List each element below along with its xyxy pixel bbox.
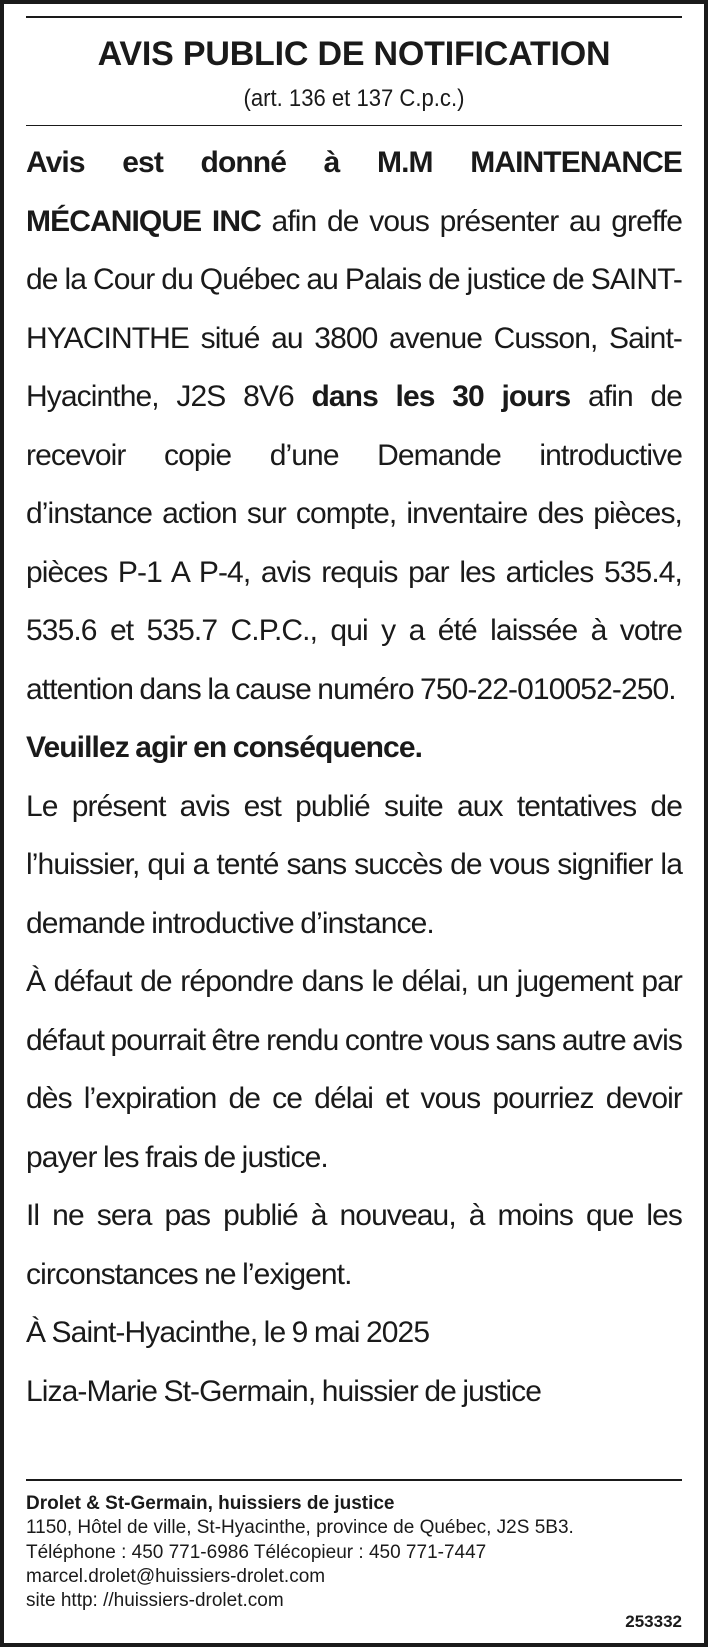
notice-court-info: afin de vous présenter au greffe de la Cour du Québec au Palais de justice de SAINT-HYACINTHE situé au 3800 avenue Cusson, Saint-Hyacinthe, J2S 8V6 (26, 204, 683, 413)
notice-place-date: À Saint-Hyacinthe, le 9 mai 2025 (26, 1316, 430, 1349)
notice-paragraph-default: À défaut de répondre dans le délai, un jugement par défaut pourrait être rendu contre vous sans autre avis dès l’expiration de ce délai et vous pourriez devoir payer les frais de justice. (26, 965, 682, 1174)
defendant-name: M.M MAINTENANCE MÉCANIQUE INC (26, 146, 682, 238)
footer-divider (26, 1479, 682, 1481)
notice-signatory: Liza-Marie St-Germain, huissier de justice (26, 1374, 542, 1408)
notice-deadline: dans les 30 jours (311, 380, 571, 413)
firm-address: 1150, Hôtel de ville, St-Hyacinthe, province de Québec, J2S 5B3. (26, 1517, 574, 1539)
notice-title: AVIS PUBLIC DE NOTIFICATION (97, 35, 611, 73)
notice-intro: Avis est donné à (26, 146, 378, 179)
notice-paragraph-publication: Le présent avis est publié suite aux tentatives de l’huissier, qui a tenté sans succès de vous signifier la demande introductive d’instance. (26, 789, 682, 940)
notice-action-line: Veuillez agir en conséquence. (26, 731, 423, 764)
top-rule (26, 16, 682, 18)
firm-name: Drolet & St-Germain, huissiers de justice (26, 1493, 395, 1514)
firm-email: marcel.drolet@huissiers-drolet.com (26, 1565, 326, 1587)
firm-website: site http: //huissiers-drolet.com (26, 1590, 284, 1612)
notice-paragraph-republication: Il ne sera pas publié à nouveau, à moins que les circonstances ne l’exigent. (26, 1199, 682, 1291)
firm-phones: Téléphone : 450 771-6986 Télécopieur : 450 771-7447 (26, 1541, 487, 1563)
firm-contact-block (26, 1492, 682, 1613)
reference-number: 253332 (625, 1612, 682, 1631)
notice-paragraph-main (26, 134, 682, 719)
notice-documents: afin de recevoir copie d’une Demande introductive d’instance action sur compte, inventaire des pièces, pièces P-1 A P-4, avis requis par les articles 535.4, 535.6 et 535.7 C.P.C., qui y a été laissée à votre attention dans la cause numéro 750-22-010052-250. (26, 380, 682, 706)
title-divider (26, 125, 682, 126)
notice-body (26, 134, 682, 1421)
notice-subtitle: (art. 136 et 137 C.p.c.) (243, 85, 465, 112)
